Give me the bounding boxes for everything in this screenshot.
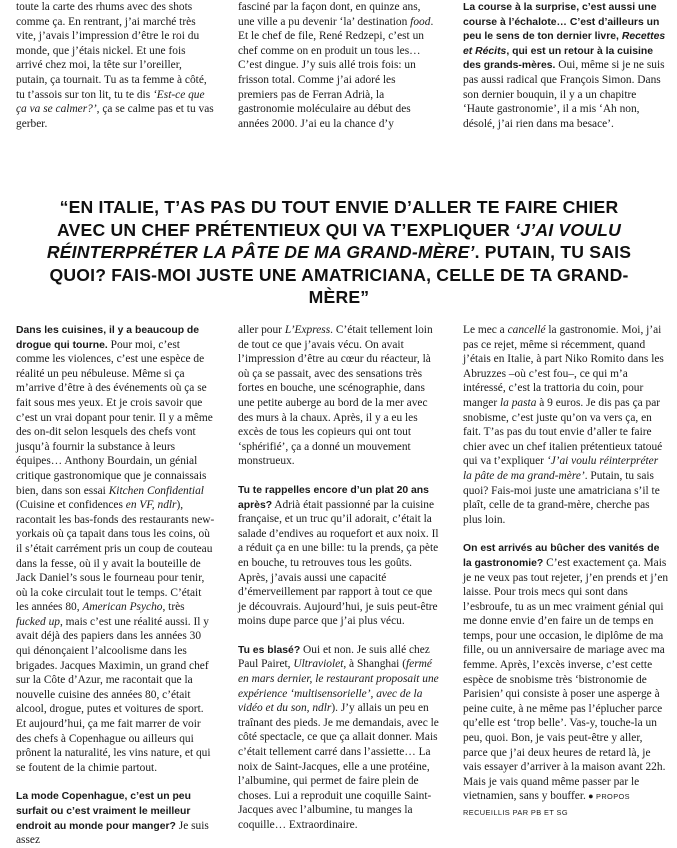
pull-quote: “EN ITALIE, T’AS PAS DU TOUT ENVIE D’ALLER TE FAIRE CHIER AVEC UN CHEF PRÉTENTIEUX QUI VA T’EXPLIQUER ‘J’AI VOULU RÉINTERPRÉTER LA PÂTE DE MA GRAND-MÈRE’. PUTAIN, TU SAIS QUOI? FAIS-MOI JUSTE UNE AMATRICIANA, CELLE DE TA GRAND-MÈRE” <box>46 197 632 307</box>
paragraph: Tu es blasé? Oui et non. Je suis allé chez Paul Pairet, Ultraviolet, à Shanghai (fermé en mars dernier, le restaurant proposait une expérience ‘multisensorielle’, avec de la vidéo et du son, ndlr). J’y allais un peu en traînant des pieds. Je me demandais, avec le côté spectacle, ce que ça allait donner. Mais c’était tellement carré dans l’assiette… La noix de Saint-Jacques, elle a une protéine, l’albumine, qui permet de faire plein de choses. Lui a reproduit une coquille Saint-Jacques avec l’albumine, tu manges la coquille… Extraordinaire. <box>238 643 439 831</box>
paragraph: aller pour L’Express. C’était tellement loin de tout ce que j’avais vécu. On avait l’impression d’être au cœur du réacteur, là où ça se passait, avec des sensations très fortes en bouche, une scénographie, dans une petite auberge au bord de la mer avec des murs à la chaux. Après, il y a eu les excès de tous les copieurs qui ont tout ‘sphérifié’, ça a donné un mouvement monstrueux. <box>238 324 433 468</box>
paragraph: On est arrivés au bûcher des vanités de la gastronomie? C’est exactement ça. Mais je ne veux pas tout rejeter, j’en prends et j’en laisse. Pour trois mecs qui sont dans l’esbroufe, tu as un mec vraiment génial qui me donne envie d’en faire un de temps en temps, pour une occasion, le diplôme de ma fille, ou un anniversaire de mariage avec ma femme. Après, l’excès inverse, c’est cette espèce de snobisme très ‘bistronomie de Parisien’ qui consiste à poser une asperge à peine cuite, à ne même pas l’éplucher parce qu’elle est ‘trop belle’. Vas-y, touche-la un peu, quoi. Bon, je vais peut-être y aller, parce que j’ai deux heures de retard là, je vais essayer d’arriver à la maison avant 22h. Mais je vais quand même passer par le vietnamien, sans y bouffer. ● PROPOS RECUEILLIS PAR PB ET SG <box>463 543 669 817</box>
bottom-column-1 <box>16 323 216 847</box>
question: Tu es blasé? <box>238 644 301 656</box>
article-credit: PROPOS RECUEILLIS PAR PB ET SG <box>463 792 631 817</box>
paragraph: Le mec a cancellé la gastronomie. Moi, j’ai pas ce rejet, même si récemment, quand j’étais en Italie, à part Niko Romito dans les Abruzzes –où c’est fou–, ce qui m’a intéressé, c’est la trattoria du coin, pour manger la pasta à 9 euros. Je dis pas ça par snobisme, c’est juste qu’on va vers ça, en fait. T’as pas du tout envie d’aller te faire chier avec un chef italien prétentieux tatoué qui va t’expliquer ‘J’ai voulu réinterpréter la pâte de ma grand-mère’. Putain, tu sais quoi? Fais-moi juste une amatriciana s’il te plaît, celle de ta grand-mère, cherche pas plus loin. <box>463 324 664 526</box>
paragraph: La mode Copenhague, c’est un peu surfait ou c’est vraiment le meilleur endroit au monde pour manger? Je suis assez <box>16 791 209 847</box>
paragraph: Tu te rappelles encore d’un plat 20 ans après? Adrià était passionné par la cuisine française, et un truc qu’il adorait, c’était la salade d’endives au roquefort et aux noix. Il a réduit ça en une bille: tu la prends, ça pète en bouche, tu retrouves tous les goûts. Après, j’avais aussi une capacité d’émerveillement par rapport à tout ce que je découvrais. Aujourd’hui, je suis peut-être moins dupe parce que j’ai plus vécu. <box>238 484 439 628</box>
paragraph: Dans les cuisines, il y a beaucoup de drogue qui tourne. Pour moi, c’est comme les violences, c’est une espèce de réalité un peu nébuleuse. Même si ça m’arrive d’être à des événements où ça se fait sous mes yeux. Et je crois savoir que c’est un vrai dopant pour tenir. Il y a même des on-dit selon lesquels des chefs vont jusqu’à fournir la substance à leurs équipes… Anthony Bourdain, un génial critique gastronomique que je connaissais bien, dans son essai Kitchen Confidential (Cuisine et confidences en VF, ndlr), racontait les bas-fonds des restaurants new-yorkais où ça tapait dans tous les coins, où il s’était carrément pris un coup de couteau dans la fesse, où il y avait la bouteille de Jack Daniel’s sous le fourneau pour tenir, où la coke circulait tout le temps. C’était les années 80, American Psycho, très fucked up, mais c’est une réalité aussi. Il y avait déjà des papiers dans les années 30 qui dénonçaient l’alcoolisme dans les brigades. Jacques Maximin, un grand chef sur la Côte d’Azur, me racontait que la nouvelle cuisine des années 80, c’était alcool, drogue, putes et voitures de sport. Et aujourd’hui, ça me fait marrer de voir des chefs à Copenhague ou ailleurs qui prônent la naturalité, les vins nature, et qui se foutent de la chimie partout. <box>16 325 215 774</box>
end-mark: ● <box>585 791 594 802</box>
question: La course à la surprise, c’est aussi une course à l’échalote… C’est d’ailleurs un peu le sens de ton dernier livre, <box>463 2 660 43</box>
question: Dans les cuisines, il y a beaucoup de drogue qui tourne. <box>16 325 200 351</box>
bottom-column-3 <box>463 323 669 823</box>
paragraph: toute la carte des rhums avec des shots comme ça. En rentrant, j’ai marché très vite, j’avais l’impression d’être le roi du monde, que j’étais nickel. Et une fois arrivé chez moi, la tête sur l’oreiller, putain, ça tournait. Tu as ta femme à côté, tu t’assois sur ton lit, tu te dis ‘Est-ce que ça va se calmer?’, ça se calme pas et tu vas gerber. <box>16 1 214 130</box>
top-column-1 <box>16 0 214 132</box>
question: Tu te rappelles encore d’un plat 20 ans après? <box>238 484 429 511</box>
paragraph: fasciné par la façon dont, en quinze ans, une ville a pu devenir ‘la’ destination food. Et le chef de file, René Redzepi, c’est un chef comme on en produit un tous les… C’est dingue. J’y suis allé trois fois: un frisson total. Comme j’ai adoré les premiers pas de Ferran Adrià, la gastronomie moléculaire au début des années 2000. J’ai eu la chance d’y <box>238 1 434 130</box>
answer: Oui, même si je ne suis pas aussi radical que François Simon. Dans son dernier bouquin, il y a un chapitre ‘Haute gastronomie’, il a mis ‘Ah non, désolé, j’ai rien dans ma besace’. <box>463 59 665 130</box>
question: La mode Copenhague, c’est un peu surfait ou c’est vraiment le meilleur endroit au monde pour manger? <box>16 791 191 832</box>
paragraph: La course à la surprise, c’est aussi une course à l’échalote… C’est d’ailleurs un peu le sens de ton dernier livre, Recettes et Récits, qui est un retour à la cuisine des grands-mères. Oui, même si je ne suis pas aussi radical que François Simon. Dans son dernier bouquin, il y a un chapitre ‘Haute gastronomie’, il a mis ‘Ah non, désolé, j’ai rien dans ma besace’. <box>463 2 666 130</box>
question: On est arrivés au bûcher des vanités de la gastronomie? <box>463 543 660 569</box>
top-column-3 <box>463 0 669 132</box>
top-column-2 <box>238 0 438 132</box>
bottom-column-2 <box>238 323 440 831</box>
